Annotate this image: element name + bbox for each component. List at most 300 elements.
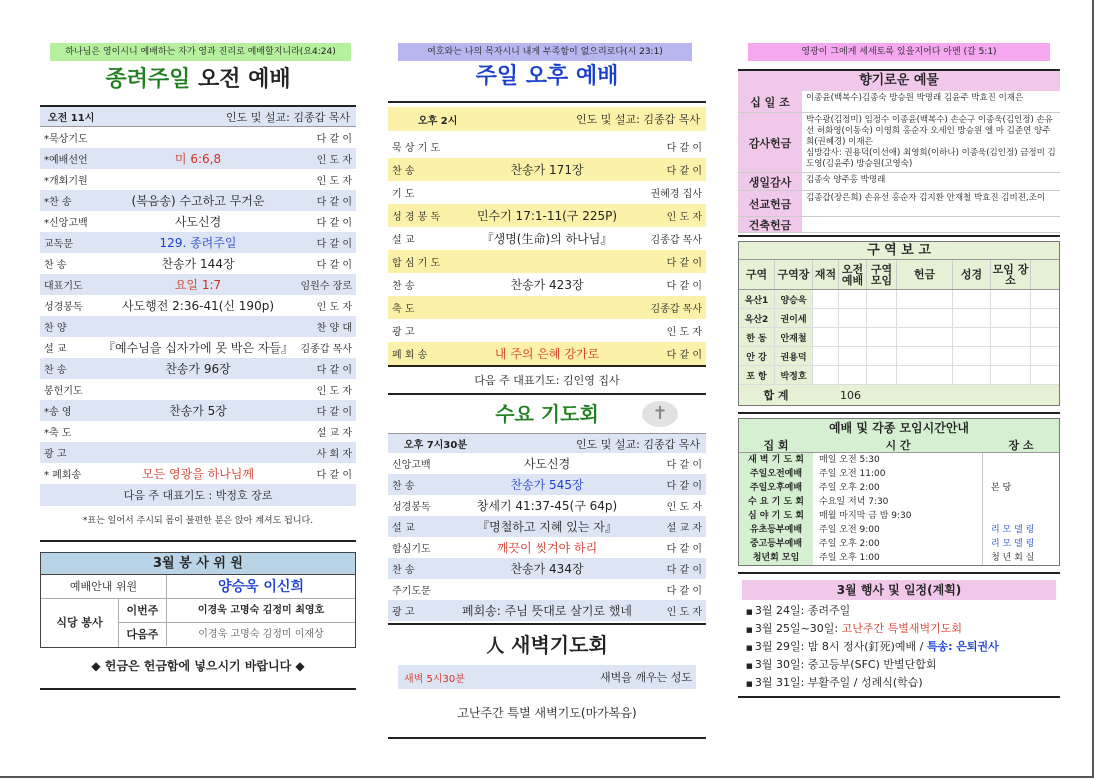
order-item-leader: 인 도 자 (316, 302, 352, 313)
offering-names (802, 113, 1060, 172)
order-item-label: *축 도 (44, 428, 72, 439)
offering-list (738, 91, 1060, 233)
schedule-row (739, 453, 1059, 467)
district-total-row (739, 385, 1059, 405)
district-col-header: 헌금 (897, 260, 953, 289)
event-highlight: 고난주간 특별새벽기도회 (841, 622, 963, 635)
district-col-header: 구역장 (775, 260, 813, 289)
offering-row (738, 217, 1060, 233)
district-cell (991, 290, 1031, 308)
order-row (388, 296, 706, 319)
district-cell: 양승욱 (775, 290, 813, 308)
event-text: 3월 31일: 부활주일 / 성례식(학습) (754, 676, 923, 689)
event-text: 3월 30일: 중고등부(SFC) 반별단합회 (754, 658, 937, 671)
order-item-leader: 다 같 이 (316, 260, 352, 271)
district-cell (813, 290, 839, 308)
order-row (40, 358, 356, 379)
order-item-content: 창세기 41:37-45(구 64p) (476, 499, 618, 513)
order-item-label: 대표기도 (44, 281, 83, 292)
order-item-leader: 다 같 이 (666, 258, 702, 269)
district-cell (991, 366, 1031, 384)
order-item-leader: 김종갑 목사 (300, 344, 352, 355)
divider (388, 101, 706, 103)
district-cell (867, 347, 897, 365)
order-item-label: 신앙고백 (392, 460, 431, 471)
morning-service-column (40, 40, 356, 690)
order-row (40, 127, 356, 148)
event-text: 3월 24일: 종려주일 (754, 604, 851, 617)
event-item (746, 602, 1060, 620)
district-cell (897, 328, 953, 346)
order-row (388, 516, 706, 537)
order-item-content: 『예수님을 십자가에 못 박은 자들』 (103, 341, 293, 355)
order-item-leader: 다 같 이 (666, 166, 702, 177)
schedule-time: 매월 마지막 금 밤 9:30 (813, 509, 983, 523)
order-row (40, 316, 356, 337)
offering-names (802, 173, 1060, 190)
order-item-label: *찬 송 (44, 197, 72, 208)
order-item-leader: 다 같 이 (666, 143, 702, 154)
district-row (739, 366, 1059, 385)
order-row (40, 169, 356, 190)
order-row (388, 579, 706, 600)
district-col-header: 재적 (813, 260, 839, 289)
bullet-icon: ■ (746, 662, 755, 670)
order-row (388, 342, 706, 365)
offering-names-text: 김종갑(장은희) 손유선 홍순자 김지환 안재철 박효진 김비젼,조이 (806, 193, 1046, 203)
order-row (40, 274, 356, 295)
offering-names (802, 91, 1060, 112)
standing-note: *표는 일어서 주시되 몸이 불편한 분은 앉아 계셔도 됩니다. (82, 515, 314, 526)
district-cell: 한 동 (739, 328, 775, 346)
divider (738, 696, 1060, 698)
service-time: 오후 2시 (418, 115, 458, 127)
divider (40, 540, 356, 542)
event-item (746, 674, 1060, 692)
order-item-label: 폐 회 송 (392, 350, 428, 361)
district-cell (813, 328, 839, 346)
schedule-row (739, 523, 1059, 537)
schedule-place (983, 453, 1059, 467)
district-cell (839, 347, 867, 365)
bullet-icon: ■ (746, 680, 755, 688)
order-row (388, 181, 706, 204)
district-cell: 권이세 (775, 309, 813, 327)
order-item-content: 찬송가 423장 (510, 278, 584, 292)
order-item-label: 주기도문 (392, 586, 431, 597)
district-cell: 박정호 (775, 366, 813, 384)
district-total-label: 합 계 (763, 389, 789, 402)
order-row (40, 148, 356, 169)
district-cell (991, 328, 1031, 346)
divider (738, 572, 1060, 574)
schedule-place (983, 495, 1059, 509)
schedule-col-time: 시 간 (885, 439, 911, 452)
divider (738, 412, 1060, 414)
event-highlight: 특송: 은퇴권사 (926, 640, 999, 653)
schedule-meeting: 유초등부예배 (739, 523, 813, 537)
order-item-leader: 다 같 이 (316, 134, 352, 145)
wednesday-time: 오후 7시30분 (404, 440, 467, 451)
guide-value: 양승욱 이신희 (217, 579, 305, 595)
afternoon-service-column (388, 40, 706, 739)
order-item-leader: 다 같 이 (666, 481, 702, 492)
order-item-label: 찬 송 (392, 481, 415, 492)
next-week-members: 이경욱 고명숙 김정미 이재상 (198, 629, 324, 640)
info-column (738, 40, 1060, 698)
order-item-label: 찬 양 (44, 323, 67, 334)
schedule-time: 주일 오후 2:00 (813, 537, 983, 551)
order-item-label: 찬 송 (44, 365, 67, 376)
order-row (40, 190, 356, 211)
verse-banner: 여호와는 나의 목자시니 내게 부족함이 없으리로다(시 23:1) (398, 43, 692, 61)
order-item-label: 합 심 기 도 (392, 258, 441, 269)
event-item (746, 620, 1060, 638)
order-item-leader: 인 도 자 (316, 176, 352, 187)
schedule-meeting: 심 야 기 도 회 (739, 509, 813, 523)
schedule-meeting: 새 벽 기 도 회 (739, 453, 813, 467)
order-item-label: 찬 송 (392, 281, 415, 292)
order-item-content: 민수기 17:1-11(구 225P) (476, 209, 618, 223)
order-row (40, 253, 356, 274)
offering-category: 십 일 조 (738, 91, 802, 112)
order-item-leader: 다 같 이 (316, 197, 352, 208)
order-item-leader: 다 같 이 (666, 586, 702, 597)
order-item-content: 미 6:6,8 (174, 152, 222, 166)
schedule-table (738, 418, 1060, 566)
divider (40, 688, 356, 690)
order-item-label: 광 고 (392, 607, 415, 618)
dawn-title: 人 새벽기도회 (486, 633, 608, 657)
schedule-meeting: 주일오전예배 (739, 467, 813, 481)
schedule-place (983, 467, 1059, 481)
order-item-label: 광 고 (44, 449, 67, 460)
schedule-col-place: 장 소 (1008, 439, 1034, 452)
order-row (388, 453, 706, 474)
district-cell (953, 309, 991, 327)
order-item-content: 사도신경 (523, 457, 571, 471)
order-item-content: 깨끗이 씻겨야 하리 (496, 541, 598, 555)
order-item-content: 사도신경 (174, 215, 222, 229)
event-text: 3월 25일~30일: (754, 622, 842, 635)
district-cell (813, 309, 839, 327)
district-total-value: 106 (840, 388, 861, 402)
order-item-content: 찬송가 171장 (510, 163, 584, 177)
order-row (388, 600, 706, 621)
order-item-label: *개회기원 (44, 176, 88, 187)
order-item-label: 합심기도 (392, 544, 431, 555)
order-row (388, 558, 706, 579)
district-cell (867, 366, 897, 384)
order-of-service (40, 127, 356, 484)
wednesday-order (388, 453, 706, 621)
offering-row (738, 113, 1060, 173)
schedule-row (739, 509, 1059, 523)
order-item-label: 성 경 봉 독 (392, 212, 441, 223)
schedule-place: 본 당 (991, 483, 1012, 493)
offering-row (738, 173, 1060, 191)
schedule-place: 청 년 회 실 (991, 553, 1035, 563)
wednesday-title: 수요 기도회 ✝ (388, 395, 706, 433)
divider (738, 235, 1060, 237)
schedule-row (739, 551, 1059, 565)
order-item-label: 설 교 (392, 523, 415, 534)
district-cell (867, 328, 897, 346)
order-item-label: *송 영 (44, 407, 72, 418)
offering-category: 생일감사 (738, 173, 802, 190)
wednesday-leader: 인도 및 설교: 김종갑 목사 (576, 437, 700, 451)
order-item-content: 요일 1:7 (174, 278, 222, 292)
order-item-leader: 인 도 자 (666, 607, 702, 618)
offering-names-text: 이종윤(백복수)김종숙 방승원 박명래 김윤주 박효진 이재은 (806, 93, 1024, 103)
order-item-content: 『명철하고 지혜 있는 자』 (477, 520, 617, 534)
schedule-meeting: 청년회 모임 (739, 551, 813, 565)
schedule-col-meeting: 집 회 (763, 439, 789, 452)
dawn-header (398, 665, 696, 689)
order-item-leader: 임원수 장로 (300, 281, 352, 292)
order-item-leader: 찬 양 대 (316, 323, 352, 334)
dawn-tagline: 새벽을 깨우는 성도 (599, 671, 692, 684)
order-item-leader: 다 같 이 (316, 407, 352, 418)
district-cell: 안재철 (775, 328, 813, 346)
order-row (388, 495, 706, 516)
order-item-content: 찬송가 96장 (165, 362, 231, 376)
district-cell (953, 290, 991, 308)
offering-notice: ◆ 헌금은 헌금함에 넣으시기 바랍니다 ◆ (91, 659, 305, 673)
order-item-label: 성경봉독 (392, 502, 431, 513)
order-row (388, 227, 706, 250)
district-cell: 포 항 (739, 366, 775, 384)
divider (388, 737, 706, 739)
order-item-leader: 다 같 이 (666, 460, 702, 471)
offering-category: 건축헌금 (738, 217, 802, 232)
order-item-label: *신앙고백 (44, 218, 88, 229)
district-cell (839, 366, 867, 384)
order-item-label: 교독문 (44, 239, 73, 250)
schedule-meeting: 수 요 기 도 회 (739, 495, 813, 509)
district-title: 구 역 보 고 (739, 242, 1059, 260)
dawn-icon: 人 (486, 636, 505, 657)
order-item-content: 모든 영광을 하나님께 (142, 467, 254, 481)
order-row (388, 158, 706, 181)
district-cell: 안 강 (739, 347, 775, 365)
order-item-label: 찬 송 (392, 166, 415, 177)
event-item (746, 638, 1060, 656)
offering-names (802, 217, 1060, 232)
order-item-label: *예배선언 (44, 155, 88, 166)
offering-names-text: 김종숙 양주홍 박명래 (806, 175, 886, 185)
dawn-note: 고난주간 특별 새벽기도(마가복음) (457, 705, 637, 720)
order-item-content: 129. 종려주일 (159, 236, 237, 250)
order-item-leader: 다 같 이 (316, 365, 352, 376)
order-row (388, 319, 706, 342)
offering-title: 향기로운 예물 (738, 71, 1060, 91)
order-row (40, 232, 356, 253)
verse-banner: 영광이 그에게 세세토록 있을지어다 아멘 (갈 5:1) (748, 43, 1050, 61)
district-cell (839, 290, 867, 308)
order-row (40, 400, 356, 421)
schedule-meeting: 중고등부예배 (739, 537, 813, 551)
order-item-leader: 다 같 이 (666, 350, 702, 361)
order-item-leader: 김종갑 목사 (650, 304, 702, 315)
order-item-content: 내 주의 은혜 강가로 (494, 347, 600, 361)
district-col-header: 구역 모임 (867, 260, 897, 289)
meal-label: 식당 봉사 (41, 599, 119, 647)
service-volunteers (40, 552, 356, 648)
district-cell (813, 366, 839, 384)
order-item-leader: 김종갑 목사 (650, 235, 702, 246)
wednesday-header (388, 433, 706, 453)
order-row (388, 204, 706, 227)
dawn-time: 새벽 5시30분 (404, 673, 465, 685)
order-item-content: 찬송가 434장 (510, 562, 584, 576)
district-cell (953, 366, 991, 384)
district-header-row (739, 260, 1059, 290)
events-title: 3월 행사 및 일정(계획) (742, 580, 1056, 600)
order-row (40, 463, 356, 484)
order-item-leader: 권혜경 집사 (650, 189, 702, 200)
order-item-label: 찬 송 (44, 260, 67, 271)
order-item-label: 기 도 (392, 189, 415, 200)
district-cell (867, 290, 897, 308)
district-row (739, 290, 1059, 309)
order-item-content: 찬송가 545장 (510, 478, 584, 492)
schedule-row (739, 467, 1059, 481)
order-item-leader: 설 교 자 (316, 428, 352, 439)
service-leader: 인도 및 설교: 김종갑 목사 (576, 113, 700, 126)
page-title: 주일 오후 예배 (475, 64, 619, 89)
service-time: 오전 11시 (48, 113, 95, 124)
offering-row (738, 91, 1060, 113)
order-item-label: 축 도 (392, 304, 415, 315)
schedule-place (983, 509, 1059, 523)
order-row (388, 273, 706, 296)
schedule-time: 주일 오후 1:00 (813, 551, 983, 565)
order-row (40, 295, 356, 316)
district-row (739, 309, 1059, 328)
order-item-leader: 인 도 자 (316, 386, 352, 397)
schedule-row (739, 481, 1059, 495)
order-row (388, 537, 706, 558)
district-cell (953, 328, 991, 346)
district-row (739, 347, 1059, 366)
offering-row (738, 191, 1060, 217)
offering-category: 감사헌금 (738, 113, 802, 172)
order-row (388, 474, 706, 495)
verse-banner: 하나님은 영이시니 예배하는 자가 영과 진리로 예배할지니라(요4:24) (50, 43, 351, 61)
order-item-content: 『생명(生命)의 하나님』 (481, 232, 613, 246)
district-col-header: 구역 (739, 260, 775, 289)
order-item-leader: 설 교 자 (666, 523, 702, 534)
service-leader: 인도 및 설교: 김종갑 목사 (226, 110, 350, 124)
district-col-header: 모임 장소 (991, 260, 1031, 289)
schedule-row (739, 495, 1059, 509)
order-of-service (388, 135, 706, 365)
bullet-icon: ■ (746, 608, 755, 616)
order-row (40, 379, 356, 400)
order-row (388, 135, 706, 158)
schedule-time: 수요일 저녁 7:30 (813, 495, 983, 509)
events-list (738, 600, 1060, 692)
schedule-time: 주일 오전 11:00 (813, 467, 983, 481)
schedule-meeting: 주일오후예배 (739, 481, 813, 495)
next-week-prayer: 다음 주 대표기도 : 박정호 장로 (40, 484, 356, 506)
bullet-icon: ■ (746, 644, 755, 652)
order-item-content: 사도행전 2:36-41(신 190p) (121, 299, 275, 313)
order-item-label: 설 교 (44, 344, 67, 355)
order-item-leader: 다 같 이 (316, 470, 352, 481)
order-item-label: 설 교 (392, 235, 415, 246)
event-item (746, 656, 1060, 674)
district-cell (953, 347, 991, 365)
district-col-header: 오전 예배 (839, 260, 867, 289)
order-item-leader: 인 도 자 (666, 327, 702, 338)
order-item-content: (복음송) 수고하고 무거운 (131, 194, 265, 208)
order-row (388, 250, 706, 273)
schedule-time: 매일 오전 5:30 (813, 453, 983, 467)
order-row (40, 337, 356, 358)
district-row (739, 328, 1059, 347)
schedule-place: 리 모 델 링 (991, 539, 1035, 549)
district-cell: 옥산2 (739, 309, 775, 327)
schedule-time: 주일 오전 9:00 (813, 523, 983, 537)
schedule-time: 주일 오후 2:00 (813, 481, 983, 495)
order-item-label: 봉헌기도 (44, 386, 83, 397)
order-item-leader: 사 회 자 (316, 449, 352, 460)
this-week-members: 이경욱 고명숙 김정미 최영호 (197, 605, 325, 616)
order-item-leader: 다 같 이 (666, 281, 702, 292)
guide-label: 예배안내 위원 (41, 575, 167, 598)
order-item-leader: 다 같 이 (666, 565, 702, 576)
order-item-content: 찬송가 144장 (161, 257, 235, 271)
district-cell: 옥산1 (739, 290, 775, 308)
volunteers-title: 3월 봉 사 위 원 (41, 553, 355, 575)
title-morning-service: 오전 예배 (198, 67, 291, 92)
order-row (40, 442, 356, 463)
order-item-leader: 인 도 자 (666, 502, 702, 513)
order-item-label: *묵상기도 (44, 134, 88, 145)
order-item-leader: 다 같 이 (316, 218, 352, 229)
next-week-label: 다음주 (119, 623, 167, 646)
order-row (40, 421, 356, 442)
district-cell (991, 347, 1031, 365)
offering-names (802, 191, 1060, 216)
district-cell (867, 309, 897, 327)
order-item-leader: 인 도 자 (666, 212, 702, 223)
order-item-content: 찬송가 5장 (169, 404, 227, 418)
district-report (738, 241, 1060, 406)
schedule-title: 예배 및 각종 모임시간안내 (739, 419, 1059, 437)
district-cell (897, 347, 953, 365)
bullet-icon: ■ (746, 626, 755, 634)
event-text: 3월 29일: 밤 8시 정사(釘死)예배 / (754, 640, 927, 653)
service-header (388, 107, 706, 131)
district-cell (839, 328, 867, 346)
district-cell (991, 309, 1031, 327)
order-item-leader: 다 같 이 (316, 239, 352, 250)
offering-category: 선교헌금 (738, 191, 802, 216)
schedule-row (739, 537, 1059, 551)
district-cell: 권용덕 (775, 347, 813, 365)
order-item-label: * 폐회송 (44, 470, 82, 481)
order-item-leader: 다 같 이 (666, 544, 702, 555)
order-item-content: 폐회송: 주님 뜻대로 살기로 했네 (462, 604, 632, 618)
offering-names-text: 박수광(김정미) 임정수 이종윤(백복수) 손순구 이종욱(김인정) 손유선 허화영(이동숙) 이영희 홍순자 오세인 방승원 엘 마 김준연 양주희(권혜경) 이재은 (806, 115, 1053, 147)
schedule-place: 리 모 델 링 (991, 525, 1035, 535)
order-item-label: 묵 상 기 도 (392, 143, 441, 154)
district-cell (813, 347, 839, 365)
this-week-label: 이번주 (119, 599, 167, 622)
